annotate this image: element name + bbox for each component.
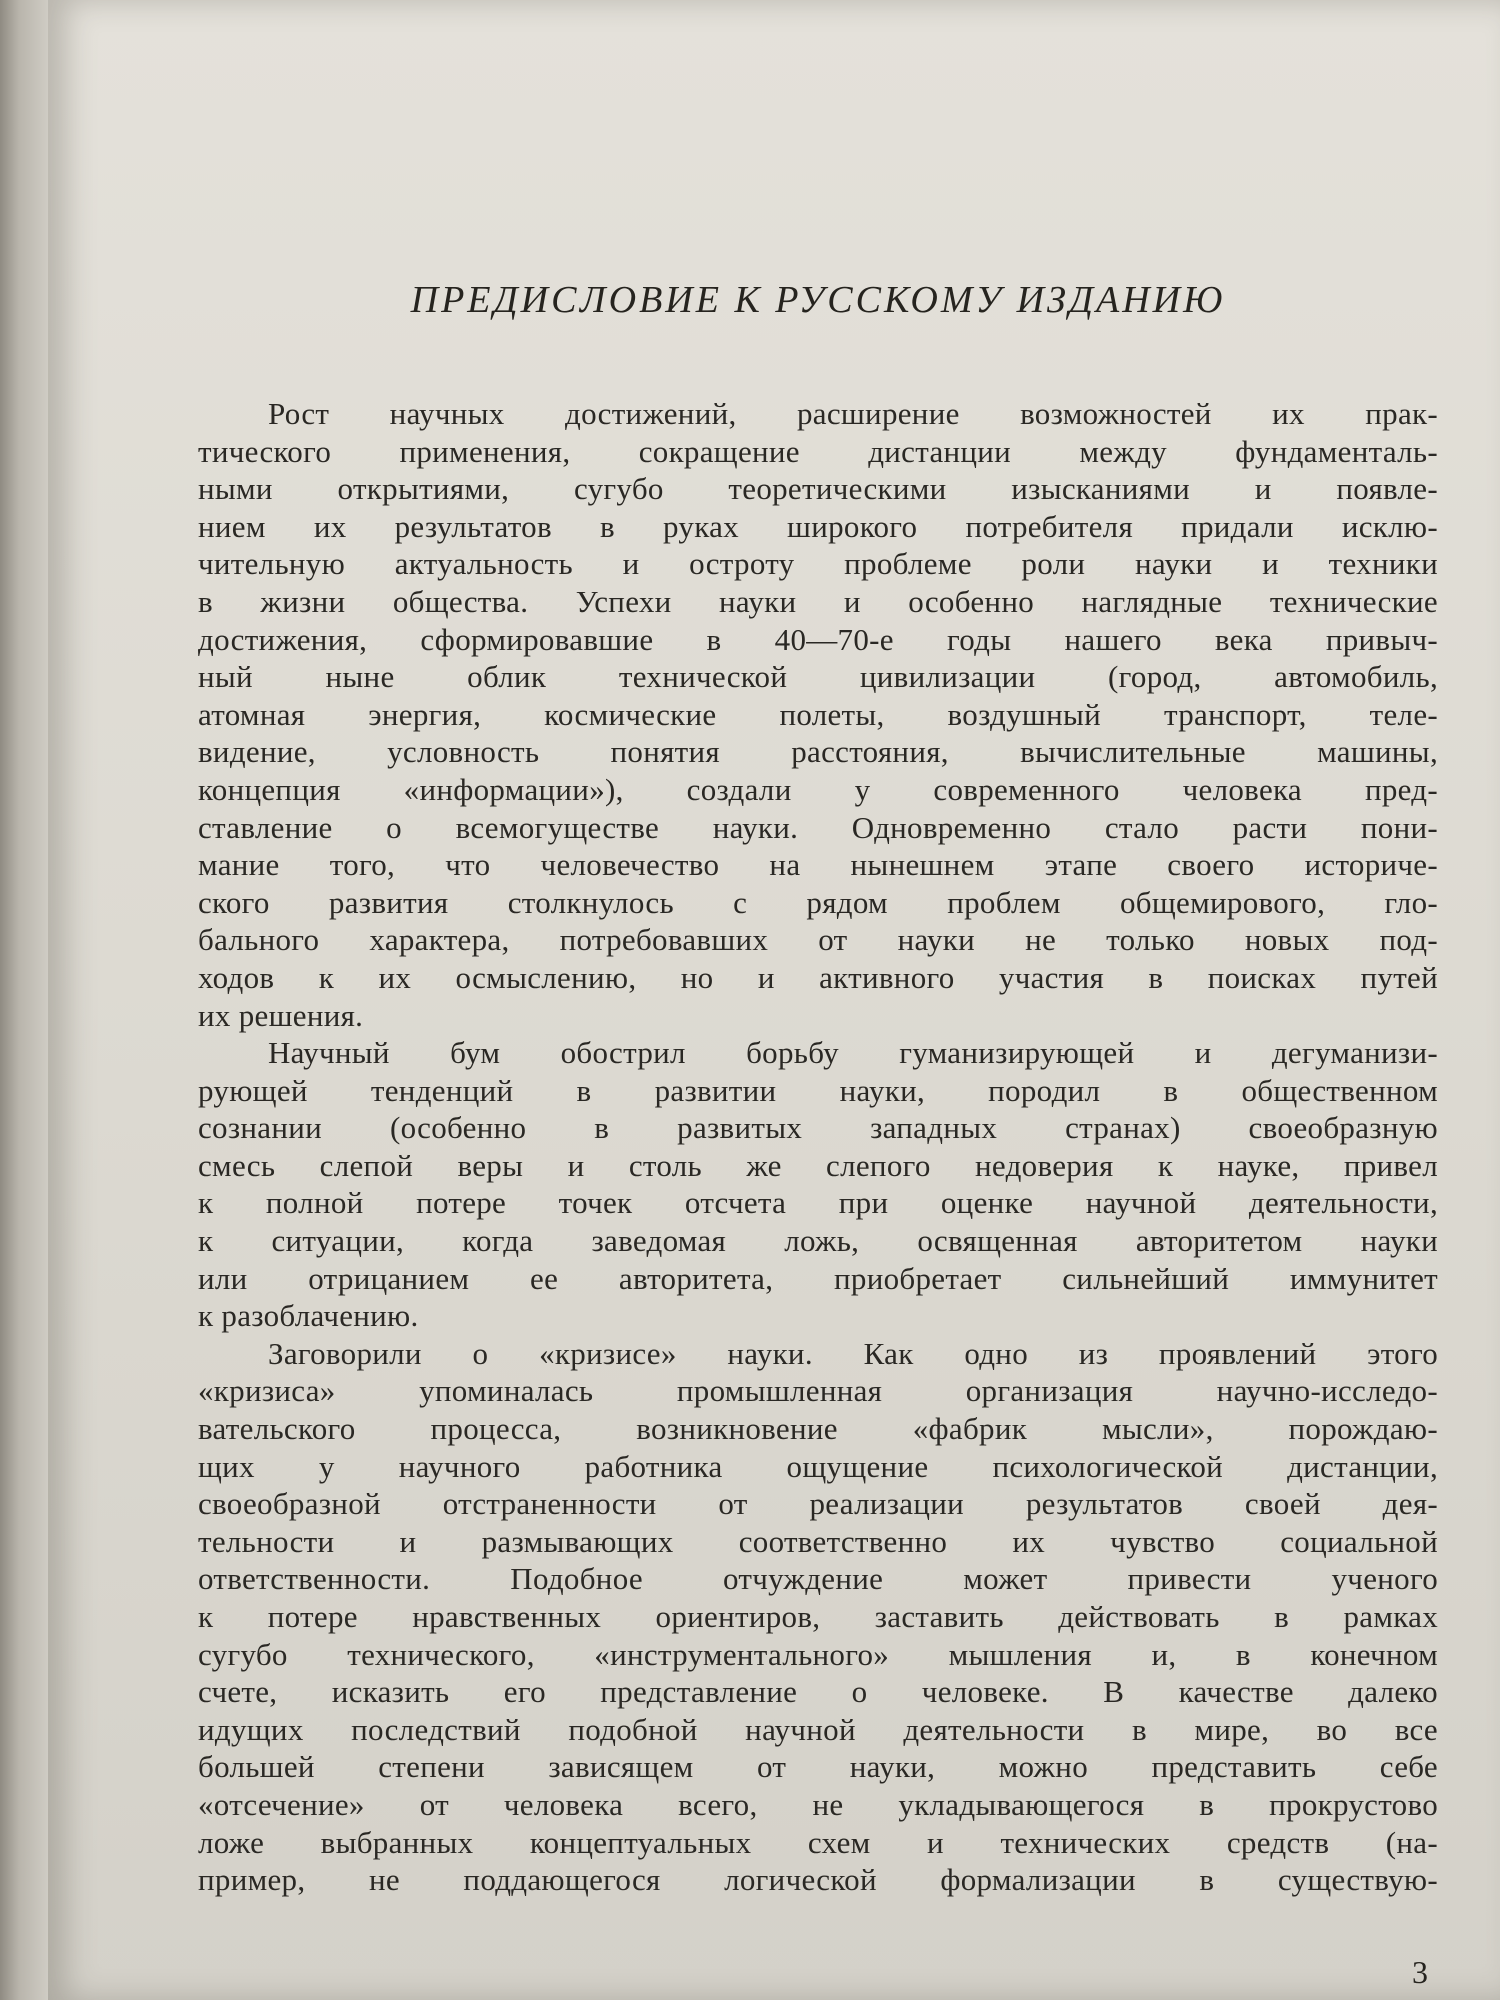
text-line: тического применения, сокращение дистанции между фундаменталь- xyxy=(198,433,1438,469)
text-line: рующей тенденций в развитии науки, породил в общественном xyxy=(198,1072,1438,1108)
text-line: нием их результатов в руках широкого потребителя придали исклю- xyxy=(198,508,1438,544)
text-line: к полной потере точек отсчета при оценке научной деятельности, xyxy=(198,1185,1438,1221)
text-line: ными открытиями, сугубо теоретическими изысканиями и появле- xyxy=(198,471,1438,507)
text-line: концепция «информации»), создали у современного человека пред- xyxy=(198,771,1438,807)
text-line: сугубо технического, «инструментального» мышления и, в конечном xyxy=(198,1636,1438,1672)
text-line: «отсечение» от человека всего, не укладывающегося в прокрустово xyxy=(198,1786,1438,1822)
text-line: пример, не поддающегося логической формализации в существую- xyxy=(198,1862,1438,1898)
text-line: «кризиса» упоминалась промышленная организация научно-исследо- xyxy=(198,1373,1438,1409)
text-line: мание того, что человечество на нынешнем этапе своего историче- xyxy=(198,847,1438,883)
text-line: ответственности. Подобное отчуждение может привести ученого xyxy=(198,1561,1438,1597)
page-number: 3 xyxy=(1412,1954,1428,1990)
text-line: щих у научного работника ощущение психологической дистанции, xyxy=(198,1448,1438,1484)
text-line: ходов к их осмыслению, но и активного участия в поисках путей xyxy=(198,959,1438,995)
text-line: тельности и размывающих соответственно их чувство социальной xyxy=(198,1523,1438,1559)
text-line: вательского процесса, возникновение «фабрик мысли», порождаю- xyxy=(198,1411,1438,1447)
text-line: их решения. xyxy=(198,997,364,1033)
page-edge-shadow xyxy=(0,0,48,2000)
paragraph xyxy=(198,1335,1438,1899)
text-line: Научный бум обострил борьбу гуманизирующей и дегуманизи- xyxy=(268,1035,1438,1071)
text-line: большей степени зависящем от науки, можно представить себе xyxy=(198,1749,1438,1785)
body-text xyxy=(198,395,1438,1899)
text-line: чительную актуальность и остроту проблеме роли науки и техники xyxy=(198,546,1438,582)
text-line: ского развития столкнулось с рядом проблем общемирового, гло- xyxy=(198,884,1438,920)
text-line: Рост научных достижений, расширение возможностей их прак- xyxy=(268,396,1438,431)
text-line: видение, условность понятия расстояния, вычислительные машины, xyxy=(198,734,1438,770)
page-title: ПРЕДИСЛОВИЕ К РУССКОМУ ИЗДАНИЮ xyxy=(410,279,1226,321)
text-line: сознании (особенно в развитых западных странах) своеобразную xyxy=(198,1110,1438,1146)
text-line: своеобразной отстраненности от реализации результатов своей дея- xyxy=(198,1486,1438,1522)
text-line: или отрицанием ее авторитета, приобретает сильнейший иммунитет xyxy=(198,1260,1438,1296)
text-line: к потере нравственных ориентиров, заставить действовать в рамках xyxy=(198,1599,1438,1634)
text-line: к разоблачению. xyxy=(198,1298,419,1334)
text-line: смесь слепой веры и столь же слепого недоверия к науке, привел xyxy=(198,1147,1438,1183)
text-line: ный ныне облик технической цивилизации (город, автомобиль, xyxy=(198,659,1438,695)
text-line: ложе выбранных концептуальных схем и технических средств (на- xyxy=(198,1824,1438,1860)
text-line: ставление о всемогуществе науки. Одновременно стало расти пони- xyxy=(198,809,1438,845)
paragraph xyxy=(198,1034,1438,1335)
text-line: идущих последствий подобной научной деятельности в мире, во все xyxy=(198,1711,1438,1747)
book-page xyxy=(48,0,1500,2000)
text-line: Заговорили о «кризисе» науки. Как одно из проявлений этого xyxy=(268,1335,1438,1371)
text-line: к ситуации, когда заведомая ложь, освященная авторитетом науки xyxy=(198,1223,1438,1259)
text-line: бального характера, потребовавших от науки не только новых под- xyxy=(198,922,1438,958)
text-line: достижения, сформировавшие в 40—70-е годы нашего века привыч- xyxy=(198,621,1438,657)
text-line: счете, исказить его представление о человеке. В качестве далеко xyxy=(198,1674,1438,1710)
text-line: в жизни общества. Успехи науки и особенно наглядные технические xyxy=(198,583,1438,619)
text-line: атомная энергия, космические полеты, воздушный транспорт, теле- xyxy=(198,696,1438,732)
paragraph xyxy=(198,395,1438,1034)
